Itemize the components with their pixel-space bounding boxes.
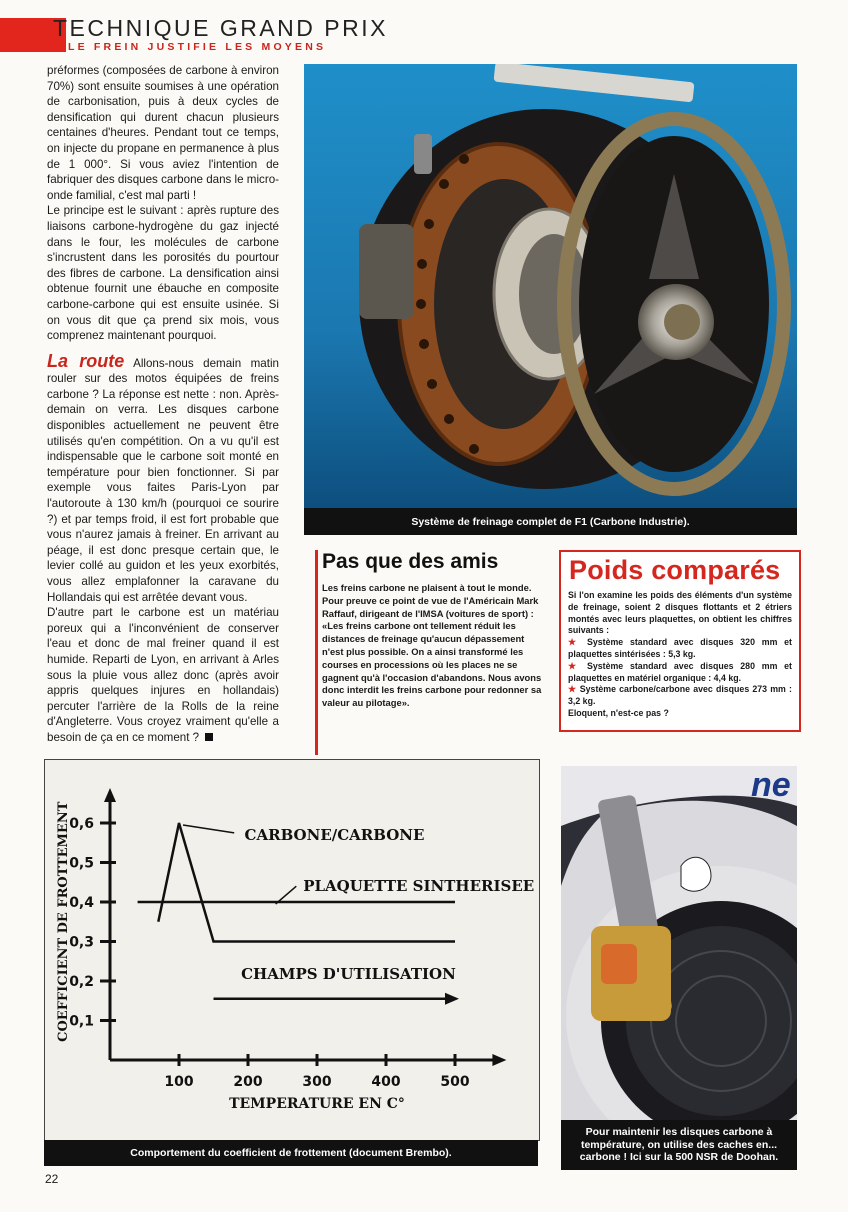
y-tick-label: 0,2 (69, 974, 94, 990)
svg-text:ne: ne (751, 766, 791, 804)
box-poids-outro: Eloquent, n'est-ce pas ? (568, 707, 669, 718)
sidebar-box-amis (315, 550, 542, 755)
brake-system-photo (304, 64, 797, 508)
article-column (47, 63, 279, 746)
y-axis-arrow (104, 788, 116, 802)
paragraph-4 (47, 605, 279, 745)
usage-range-arrow (445, 993, 459, 1005)
series-label: CARBONE/CARBONE (244, 825, 425, 844)
box-amis-title: Pas que des amis (322, 550, 499, 573)
series-label: PLAQUETTE SINTHERISEE (303, 877, 535, 896)
annotation-label: CHAMPS D'UTILISATION (241, 965, 456, 984)
x-tick-label: 100 (164, 1074, 194, 1090)
paragraph-1: préformes (composées de carbone à environ 70%) sont ensuite soumises à une opération de carbonisation, puis à deux cycles de densification qui durent chacun plusieurs centaines d'heures. Pendant tout ce temps, on injecte du propane en permanence à plus de 1 000°. Si vous aviez l'intention de fabriquer des disques carbone dans le micro-onde familial, c'est mal parti ! (47, 64, 279, 202)
star-icon: ★ (568, 637, 588, 648)
y-tick-label: 0,4 (69, 895, 94, 911)
x-tick-label: 400 (371, 1074, 401, 1090)
end-mark (205, 733, 213, 741)
x-axis-label: TEMPERATURE EN C° (229, 1096, 405, 1112)
section-subtitle: LE FREIN JUSTIFIE LES MOYENS (68, 41, 327, 53)
section-title: TECHNIQUE GRAND PRIX (53, 15, 388, 41)
list-item: ★ Système standard avec disques 280 mm et plaquettes en matériel organique : 4,4 kg. (568, 660, 792, 683)
star-icon: ★ (568, 684, 580, 695)
friction-chart-frame (44, 759, 540, 1141)
chart-labels (56, 801, 534, 1112)
paragraph-3-text: Allons-nous demain matin rouler sur des motos équipées de freins carbone ? La réponse est nette : non. Après-demain on verra. Les disques carbone disponibles actuellement ne peuvent être utilisés qu'en compétition. On a vu qu'il est indispensable que le carbone soit monté en température pour bien fonctionner. Si par exemple vous faites Paris-Lyon par l'autoroute à 130 km/h (pourquoi ce sourire ?) et par temps froid, il est fort probable que vous n'aurez jamais à freiner. En arrivant au péage, il est donc presque certain que, le levier collé au guidon et les yeux exorbités, vous allez emplafonner la caravane du Hollandais qui est arrêtée devant vous. (47, 356, 279, 604)
box-amis-body: Les freins carbone ne plaisent à tout le monde. Pour preuve ce point de vue de l'Américain Mark Raffauf, dirigeant de l'IMSA (voitures de sport) : «Les freins carbone ont tellement réduit les distances de freinage qu'aucun dépassement n'est plus possible. On a ainsi transformé les courses en processions où les places ne se gagnent qu'à l'occasion d'abandons. Nous avons donc interdit les freins carbone pour redonner sa valeur au pilotage». (322, 582, 542, 709)
photo1-caption: Système de freinage complet de F1 (Carbone Industrie). (304, 508, 797, 535)
paragraph-3 (47, 350, 279, 606)
x-tick-label: 200 (233, 1074, 263, 1090)
y-axis-label: COEFFICIENT DE FROTTEMENT (56, 801, 71, 1042)
motorcycle-wheel-photo (561, 766, 797, 1120)
leader-line (183, 825, 234, 833)
x-tick-label: 500 (440, 1074, 470, 1090)
lead-heading: La route (47, 350, 125, 371)
x-tick-label: 300 (302, 1074, 332, 1090)
star-icon: ★ (568, 660, 588, 671)
y-tick-label: 0,3 (69, 934, 94, 951)
page-number: 22 (45, 1172, 59, 1186)
photo2-caption: Pour maintenir les disques carbone à température, on utilise des caches en... carbone ! Ici sur la 500 NSR de Doohan. (561, 1120, 797, 1170)
chart-caption: Comportement du coefficient de frottement (document Brembo). (44, 1140, 538, 1166)
x-axis-arrow (492, 1054, 506, 1066)
y-tick-label: 0,5 (69, 855, 94, 872)
paragraph-4-text: D'autre part le carbone est un matériau poreux qui a l'inconvénient de conserver l'eau et donc de mal freiner quand il est humide. Reparti de Lyon, en arrivant à Arles sous la pluie vous allez donc (après avoir appris quelques injures en hollandais) percuter l'arrière de la Rolls de la reine d'Angleterre. Vous croyez vraiment qu'elle a besoin de ça en ce moment ? (47, 606, 279, 744)
y-tick-label: 0,6 (69, 816, 94, 832)
y-tick-label: 0,1 (69, 1013, 94, 1030)
list-item: ★ Système carbone/carbone avec disques 273 mm : 3,2 kg. (568, 684, 792, 707)
friction-chart (45, 760, 539, 1140)
box-poids-body (561, 590, 799, 720)
sidebar-box-poids (559, 550, 801, 732)
box-poids-intro: Si l'on examine les poids des éléments d'un système de freinage, soient 2 disques flottants et 2 étriers montés avec leurs plaquettes, on obtient les chiffres suivants : (568, 590, 792, 636)
box-poids-title: Poids comparés (569, 555, 781, 585)
paragraph-2: Le principe est le suivant : après rupture des liaisons carbone-hydrogène du gaz injecté dans le four, les molécules de carbone s'incrustent dans les porosités du pourtour des fibres de carbone. La densification ainsi obtenue fournit une ébauche en composite carbone-carbone qui est ensuite usinée. Si on vous dit que ça prend six mois, vous comprenez maintenant pourquoi. (47, 204, 279, 343)
list-item: ★ Système standard avec disques 320 mm et plaquettes sintérisées : 5,3 kg. (568, 637, 792, 659)
